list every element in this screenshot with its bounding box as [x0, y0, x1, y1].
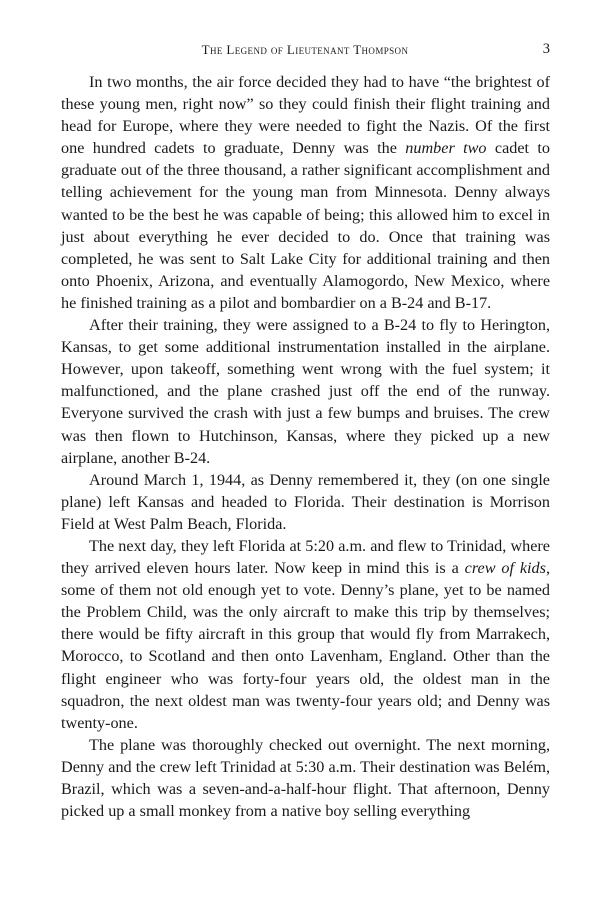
- italic-phrase: crew of kids: [464, 559, 546, 578]
- paragraph: In two months, the air force decided they had to have “the brightest of these young men, right now” so they could finish their flight training and head for Europe, where they were needed to fight the Nazis. Of the first one hundred cadets to graduate, Denny was the number two cadet to graduate out of the three thousand, a rather significant accomplishment and telling achievement for the young man from Minnesota. Denny always wanted to be the best he was capable of being; this allowed him to excel in just about everything he ever decided to do. Once that training was completed, he was sent to Salt Lake City for additional training and then onto Phoenix, Arizona, and eventually Alamogordo, New Mexico, where he finished training as a pilot and bombardier on a B-24 and B-17.: [61, 73, 550, 312]
- paragraph: The plane was thoroughly checked out overnight. The next morning, Denny and the crew left Trinidad at 5:30 a.m. Their destination was Belém, Brazil, which was a seven-and-a-half-hour flight. That afternoon, Denny picked up a small monkey from a native boy selling everything: [61, 735, 550, 821]
- page-number: 3: [542, 41, 550, 57]
- paragraph: After their training, they were assigned to a B-24 to fly to Herington, Kansas, to get some additional instrumentation installed in the airplane. However, upon takeoff, something went wrong with the fuel system; it malfunctioned, and the plane crashed just off the end of the runway. Everyone survived the crash with just a few bumps and bruises. The crew was then flown to Hutchinson, Kansas, where they picked up a new airplane, another B-24.: [61, 316, 550, 467]
- italic-phrase: number two: [405, 139, 487, 158]
- page-header: [60, 42, 550, 62]
- running-title: The Legend of Lieutenant Thompson: [201, 42, 409, 57]
- paragraph: The next day, they left Florida at 5:20 a.m. and flew to Trinidad, where they arrived eleven hours later. Now keep in mind this is a crew of kids, some of them not old enough yet to vote. Denny’s plane, yet to be named the Problem Child, was the only aircraft to make this trip by themselves; there would be fifty aircraft in this group that would fly from Marrakech, Morocco, to Scotland and then onto Lavenham, England. Other than the flight engineer who was forty-four years old, the oldest man in the squadron, the next oldest man was twenty-four years old; and Denny was twenty-one.: [61, 536, 550, 732]
- paragraph: Around March 1, 1944, as Denny remembered it, they (on one single plane) left Kansas and headed to Florida. Their destination is Morrison Field at West Palm Beach, Florida.: [61, 470, 550, 533]
- body-text: [61, 71, 550, 822]
